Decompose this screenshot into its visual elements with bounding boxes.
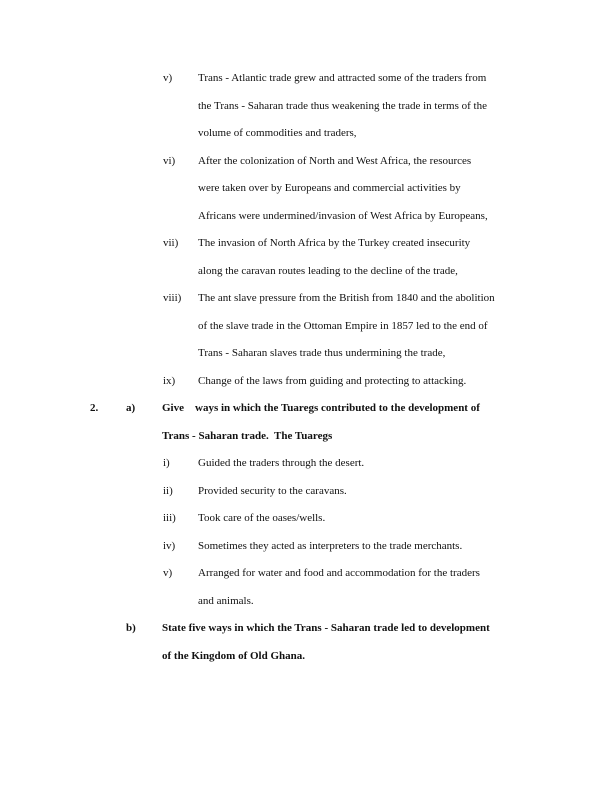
- subquestion-label: b): [126, 622, 136, 634]
- document-page: [0, 65, 612, 670]
- item-text: Arranged for water and food and accommodation for the traders: [198, 567, 480, 579]
- list-item: [0, 65, 612, 93]
- list-item: [0, 230, 612, 258]
- item-line: [0, 258, 612, 286]
- answer-item: [0, 533, 612, 561]
- answer-item: [0, 478, 612, 506]
- answer-item: [0, 450, 612, 478]
- item-text: The ant slave pressure from the British from 1840 and the abolition: [198, 292, 495, 304]
- item-text: Trans - Saharan slaves trade thus undermining the trade,: [198, 347, 446, 359]
- item-text: Sometimes they acted as interpreters to the trade merchants.: [198, 539, 463, 552]
- item-text: were taken over by Europeans and commercial activities by: [198, 182, 461, 194]
- item-line: [0, 313, 612, 341]
- item-label: viii): [163, 292, 182, 304]
- item-text: the Trans - Saharan trade thus weakening the trade in terms of the: [198, 99, 487, 112]
- answer-item: [0, 560, 612, 588]
- list-item: [0, 285, 612, 313]
- question-text: Trans - Saharan trade. The Tuaregs: [162, 429, 333, 442]
- question-2b: [0, 615, 612, 643]
- item-line: [0, 340, 612, 368]
- item-label: iii): [163, 512, 176, 524]
- item-text: volume of commodities and traders,: [198, 127, 357, 139]
- question-2a: [0, 395, 612, 423]
- question-number: 2.: [90, 402, 99, 414]
- item-line: [0, 588, 612, 616]
- item-text: and animals.: [198, 594, 254, 607]
- item-text: After the colonization of North and West Africa, the resources: [198, 154, 472, 167]
- question-text: State five ways in which the Trans - Saharan trade led to development: [162, 622, 490, 634]
- item-label: v): [163, 567, 173, 579]
- question-text: Give ways in which the Tuaregs contributed to the development of: [162, 402, 480, 414]
- item-line: [0, 93, 612, 121]
- item-line: [0, 120, 612, 148]
- question-line: [0, 643, 612, 671]
- item-label: i): [163, 457, 170, 469]
- item-text: along the caravan routes leading to the decline of the trade,: [198, 264, 458, 277]
- item-text: Provided security to the caravans.: [198, 484, 347, 497]
- item-text: Trans - Atlantic trade grew and attracted some of the traders from: [198, 72, 487, 84]
- item-line: [0, 175, 612, 203]
- item-text: Africans were undermined/invasion of West Africa by Europeans,: [198, 209, 488, 222]
- subquestion-label: a): [126, 402, 136, 414]
- item-text: Guided the traders through the desert.: [198, 457, 365, 469]
- question-text: of the Kingdom of Old Ghana.: [162, 649, 306, 662]
- item-text: Change of the laws from guiding and protecting to attacking.: [198, 374, 467, 387]
- item-label: v): [163, 72, 173, 84]
- item-label: ix): [163, 374, 176, 387]
- question-line: [0, 423, 612, 451]
- item-text: The invasion of North Africa by the Turkey created insecurity: [198, 237, 471, 249]
- item-label: vii): [163, 237, 179, 249]
- list-item: [0, 368, 612, 396]
- item-label: ii): [163, 484, 173, 497]
- item-line: [0, 203, 612, 231]
- item-label: iv): [163, 539, 176, 552]
- item-text: Took care of the oases/wells.: [198, 512, 326, 524]
- item-label: vi): [163, 154, 176, 167]
- item-text: of the slave trade in the Ottoman Empire in 1857 led to the end of: [198, 319, 488, 332]
- answer-item: [0, 505, 612, 533]
- list-item: [0, 148, 612, 176]
